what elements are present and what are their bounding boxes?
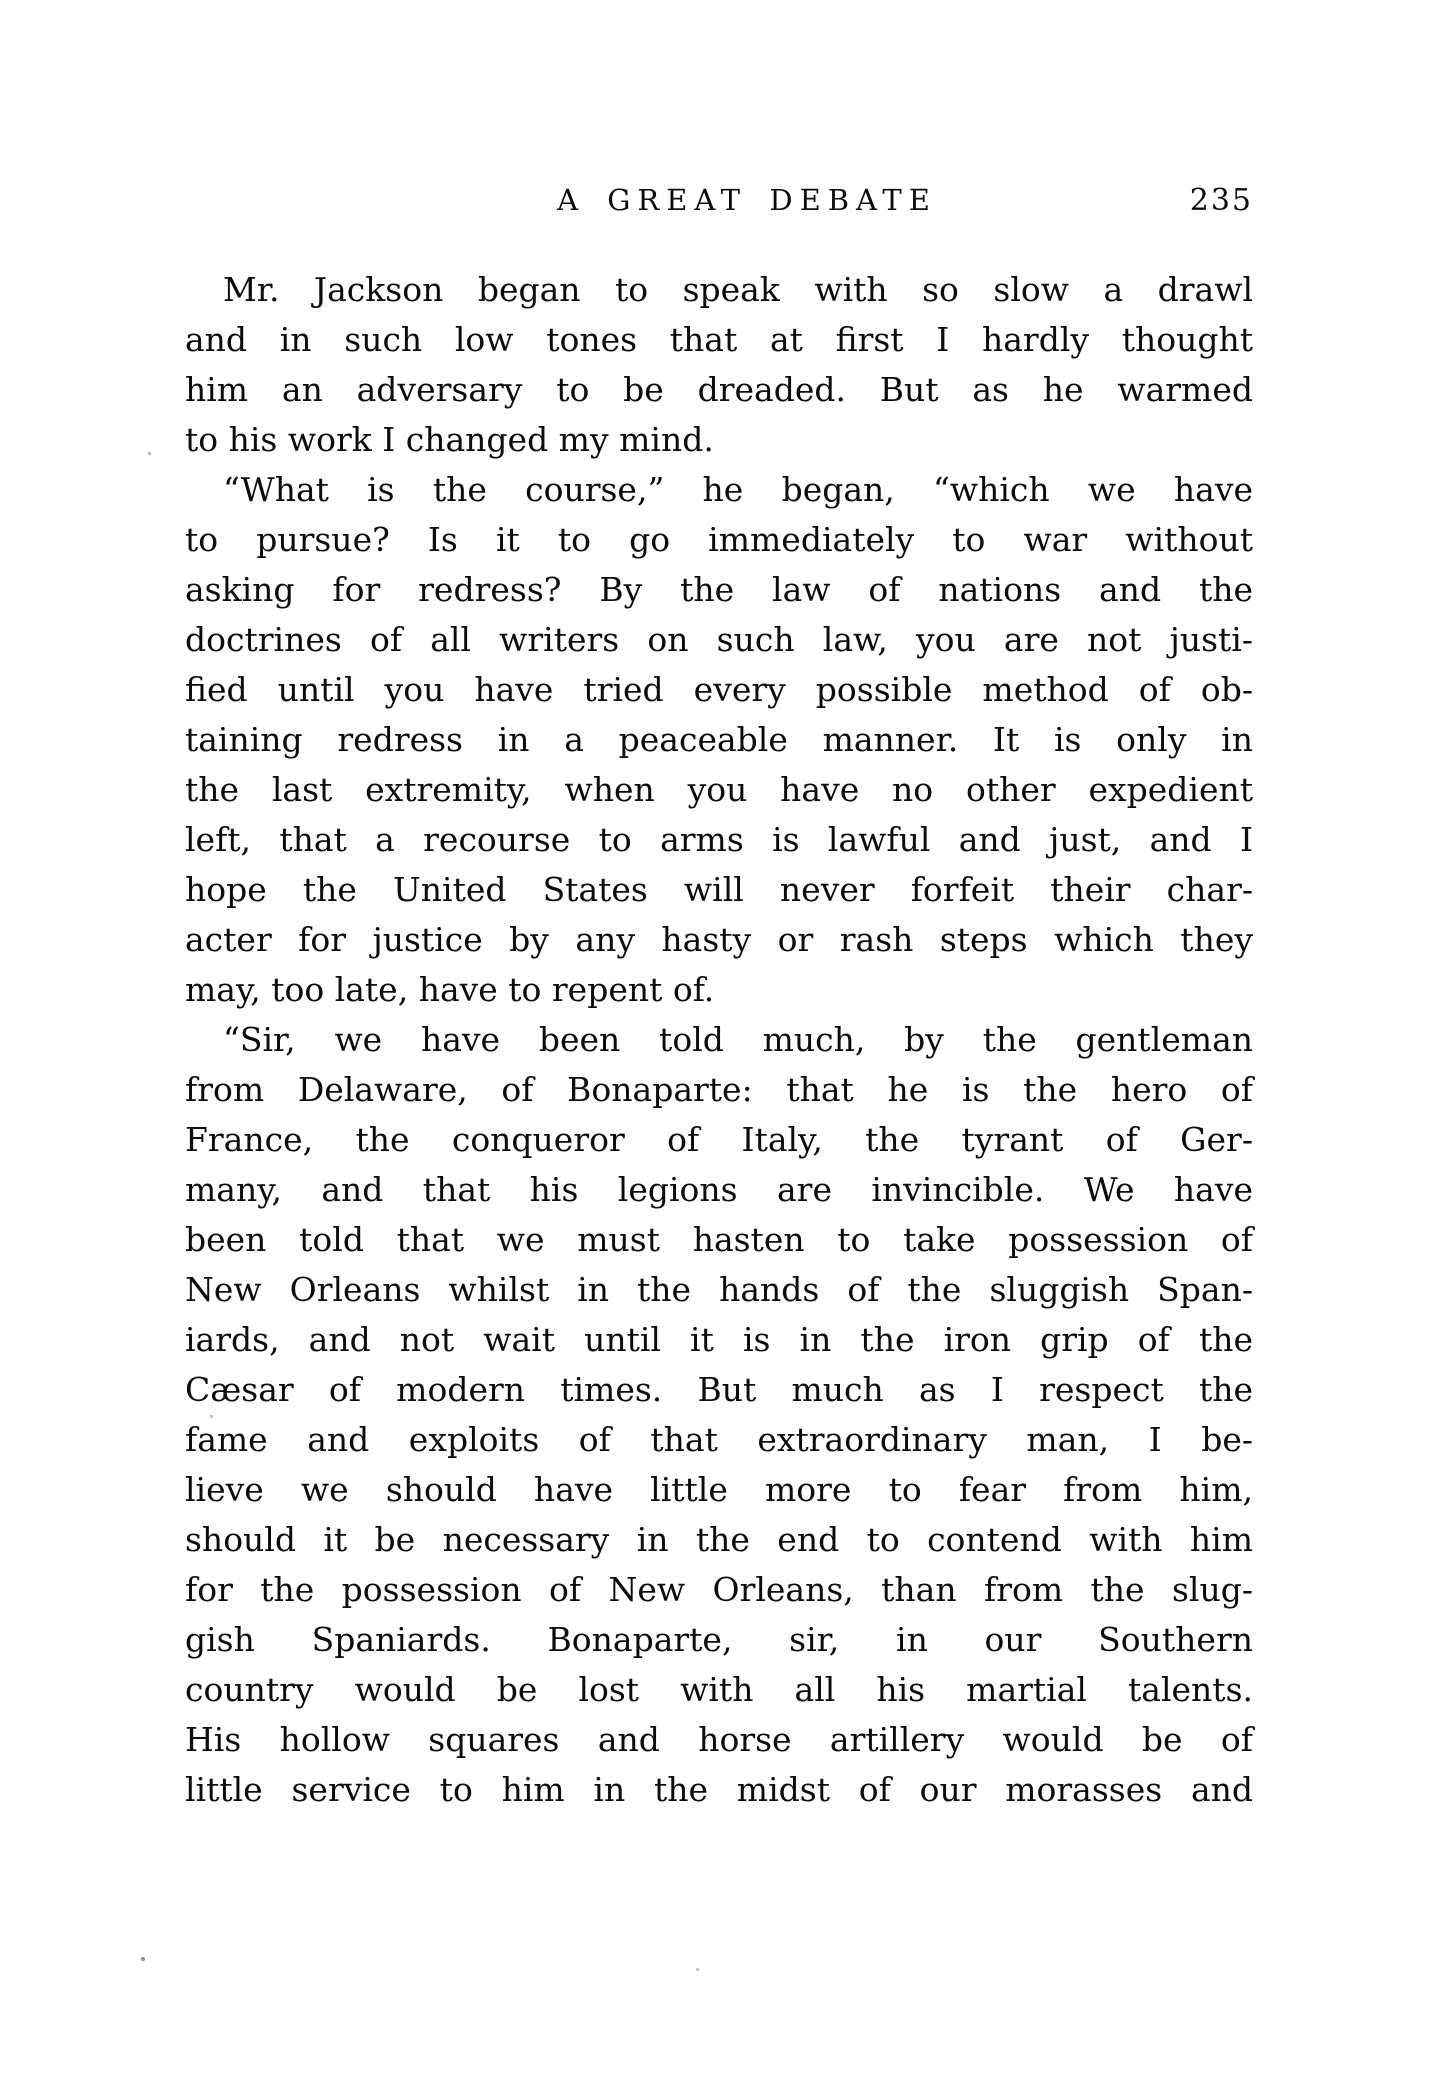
text-line: Cæsar of modern times. But much as I respect the bbox=[185, 1370, 1253, 1409]
page-number: 235 bbox=[1189, 183, 1253, 218]
text-line: “What is the course,” he began, “which we have bbox=[223, 470, 1253, 509]
text-line: lieve we should have little more to fear from him, bbox=[185, 1470, 1253, 1509]
text-line: should it be necessary in the end to contend with him bbox=[185, 1520, 1253, 1559]
paragraph bbox=[185, 1015, 1253, 1815]
text-line: acter for justice by any hasty or rash steps which they bbox=[185, 920, 1253, 959]
paragraph bbox=[185, 265, 1253, 465]
text-line: many, and that his legions are invincible. We have bbox=[185, 1170, 1253, 1209]
text-line: asking for redress? By the law of nations and the bbox=[185, 570, 1253, 609]
paragraph bbox=[185, 465, 1253, 1015]
text-line: hope the United States will never forfeit their char- bbox=[185, 870, 1253, 909]
page-header bbox=[185, 183, 1253, 229]
text-line: country would be lost with all his martial talents. bbox=[185, 1670, 1253, 1709]
text-line: the last extremity, when you have no other expedient bbox=[185, 770, 1253, 809]
text-line: gish Spaniards. Bonaparte, sir, in our Southern bbox=[185, 1620, 1253, 1659]
text-line: little service to him in the midst of our morasses and bbox=[185, 1770, 1253, 1809]
text-line: France, the conqueror of Italy, the tyrant of Ger- bbox=[185, 1120, 1253, 1159]
text-line: iards, and not wait until it is in the iron grip of the bbox=[185, 1320, 1253, 1359]
text-line: taining redress in a peaceable manner. It is only in bbox=[185, 720, 1253, 759]
scan-speck bbox=[210, 1415, 213, 1418]
text-line: him an adversary to be dreaded. But as he warmed bbox=[185, 370, 1253, 409]
scan-speck bbox=[696, 1968, 699, 1971]
text-line: and in such low tones that at first I hardly thought bbox=[185, 320, 1253, 359]
scan-speck bbox=[141, 1957, 145, 1961]
text-line: fame and exploits of that extraordinary man, I be- bbox=[185, 1420, 1253, 1459]
text-line: for the possession of New Orleans, than from the slug- bbox=[185, 1570, 1253, 1609]
text-line: left, that a recourse to arms is lawful and just, and I bbox=[185, 820, 1253, 859]
running-title: A GREAT DEBATE bbox=[557, 183, 937, 217]
text-line: to his work I changed my mind. bbox=[185, 420, 714, 459]
text-line: Mr. Jackson began to speak with so slow a drawl bbox=[223, 270, 1253, 309]
text-line: to pursue? Is it to go immediately to war without bbox=[185, 520, 1253, 559]
text-line: may, too late, have to repent of. bbox=[185, 970, 715, 1009]
text-line: “Sir, we have been told much, by the gentleman bbox=[223, 1020, 1253, 1059]
text-line: fied until you have tried every possible method of ob- bbox=[185, 670, 1253, 709]
body-text bbox=[185, 265, 1253, 1815]
scan-speck bbox=[148, 452, 151, 455]
text-line: His hollow squares and horse artillery would be of bbox=[185, 1720, 1253, 1759]
text-line: New Orleans whilst in the hands of the sluggish Span- bbox=[185, 1270, 1253, 1309]
text-line: been told that we must hasten to take possession of bbox=[185, 1220, 1253, 1259]
text-line: from Delaware, of Bonaparte: that he is the hero of bbox=[185, 1070, 1253, 1109]
scan-speck bbox=[1076, 535, 1079, 538]
text-line: doctrines of all writers on such law, you are not justi- bbox=[185, 620, 1253, 659]
